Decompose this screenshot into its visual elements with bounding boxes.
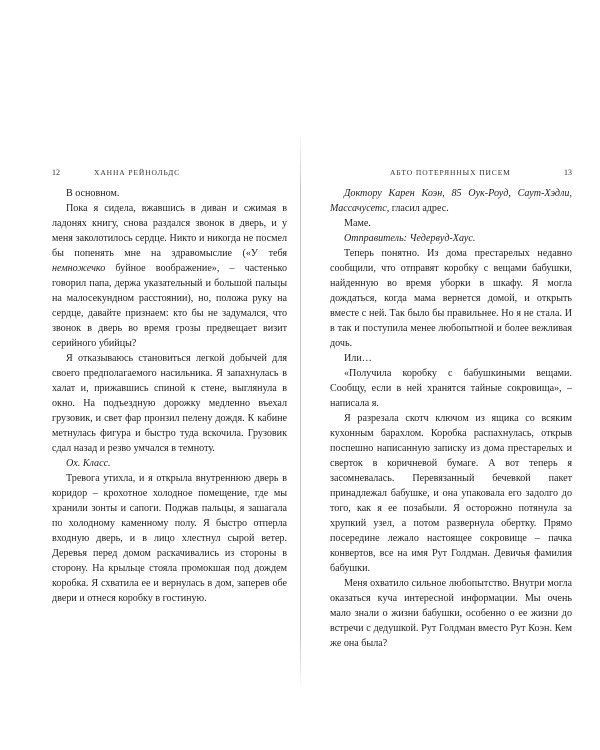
paragraph: [330, 351, 572, 366]
paragraph: [330, 231, 572, 246]
right-page-body: [330, 186, 572, 651]
left-page-body: [52, 186, 287, 606]
author-running-title: ХАННА РЕЙНОЛЬДС: [94, 168, 181, 177]
paragraph: [52, 456, 287, 471]
paragraph: [330, 576, 572, 651]
text-run: Меня охватило сильное любопытство. Внутри могла оказаться куча интересной информации. Мы очень мало знали о жизни бабушки, особенно о ее жизни до встречи с дедушкой. Рут Голдман вместо Рут Коэн. Кем же она была?: [330, 578, 572, 649]
paragraph: [330, 246, 572, 351]
text-run: «Получила коробку с бабушкиными вещами. Сообщу, если в ней хранятся тайные сокровища», – написала я.: [330, 368, 572, 409]
italic-text: Доктору Карен Коэн, 85 Оук-Роуд, Саут-Хэдли, Массачусетс: [330, 188, 572, 214]
text-run: Тревога утихла, и я открыла внутреннюю дверь в коридор – крохотное холодное помещение, где мы хранили зонты и сапоги. Поджав пальцы, я зашагала по холодному каменному полу. Я быстро отперла входную дверь, и в лицо хлестнул сырой ветер. Деревья перед домом раскачивались из стороны в сторону. На крыльце стояла промокшая под дождем коробка. Я схватила ее и вернулась в дом, заперев обе двери и отнеся коробку в гостиную.: [52, 473, 287, 604]
page-number: 12: [52, 168, 60, 177]
text-run: Пока я сидела, вжавшись в диван и сжимая в ладонях книгу, снова раздался звонок в дверь, и у меня заколотилось сердце. Никто и никогда не посмел бы попенять мне на здравомыслие («У тебя: [52, 203, 287, 259]
text-run: буйное воображение», – частенько говорил папа, держа указательный и большой пальцы на малосекундном расстоянии), но, положа руку на сердце, давайте признаем: кто бы не задумался, что звонок в дверь во время грозы предвещает визит серийного убийцы?: [52, 263, 287, 349]
text-run: Я отказываюсь становиться легкой добычей для своего предполагаемого насильника. Я запахнулась в халат и, прижавшись спиной к стене, выглянула в окно. На подъездную дорожку медленно въехал грузовик, и свет фар пронзил пелену дождя. К кабине метнулась фигура и быстро туда вскочила. Грузовик сдал назад и резво умчался в темноту.: [52, 353, 287, 454]
left-running-head: [52, 168, 288, 180]
text-run: , гласил адрес.: [386, 203, 449, 214]
text-run: Или…: [344, 353, 372, 364]
text-run: Маме.: [344, 218, 371, 229]
text-run: Теперь понятно. Из дома престарелых недавно сообщили, что отправят коробку с вещами бабушки, найденную во время уборки в шкафу. Я могла дождаться, когда мама вернется домой, и открыть вместе с ней. Так было бы правильнее. Но я не стала. И в так и поступила менее любопытной и более вежливая дочь.: [330, 248, 572, 349]
paragraph: [330, 366, 572, 411]
text-run: Я разрезала скотч ключом из ящика со всяким кухонным барахлом. Коробка распахнулась, открыв поспешно написанную записку из дома престарелых и сверток в коричневой бумаге. А вот теперь я засомневалась. Перевязанный бечевкой пакет принадлежал бабушке, и она упаковала его задолго до того, как я ее позабыли. Я осторожно потянула за хрупкий узел, а потом развернула обертку. Прямо посередине лежало настоящее сокровище – пачка конвертов, все на имя Рут Голдман. Девичья фамилия бабушки.: [330, 413, 572, 574]
right-running-head: [330, 168, 572, 180]
paragraph: [52, 186, 287, 201]
paragraph: [330, 216, 572, 231]
paragraph: [330, 186, 572, 216]
paragraph: [52, 471, 287, 606]
italic-text: Ох. Класс.: [66, 458, 111, 469]
paragraph: [330, 411, 572, 576]
italic-text: Отправитель: Чедервуд-Хаус.: [344, 233, 476, 244]
book-running-title: АБТО ПОТЕРЯННЫХ ПИСЕМ: [390, 168, 511, 177]
page-number: 13: [564, 168, 572, 177]
paragraph: [52, 351, 287, 456]
text-run: В основном.: [66, 188, 120, 199]
right-page: [300, 0, 600, 750]
paragraph: [52, 201, 287, 351]
italic-text: немножечко: [52, 263, 106, 274]
